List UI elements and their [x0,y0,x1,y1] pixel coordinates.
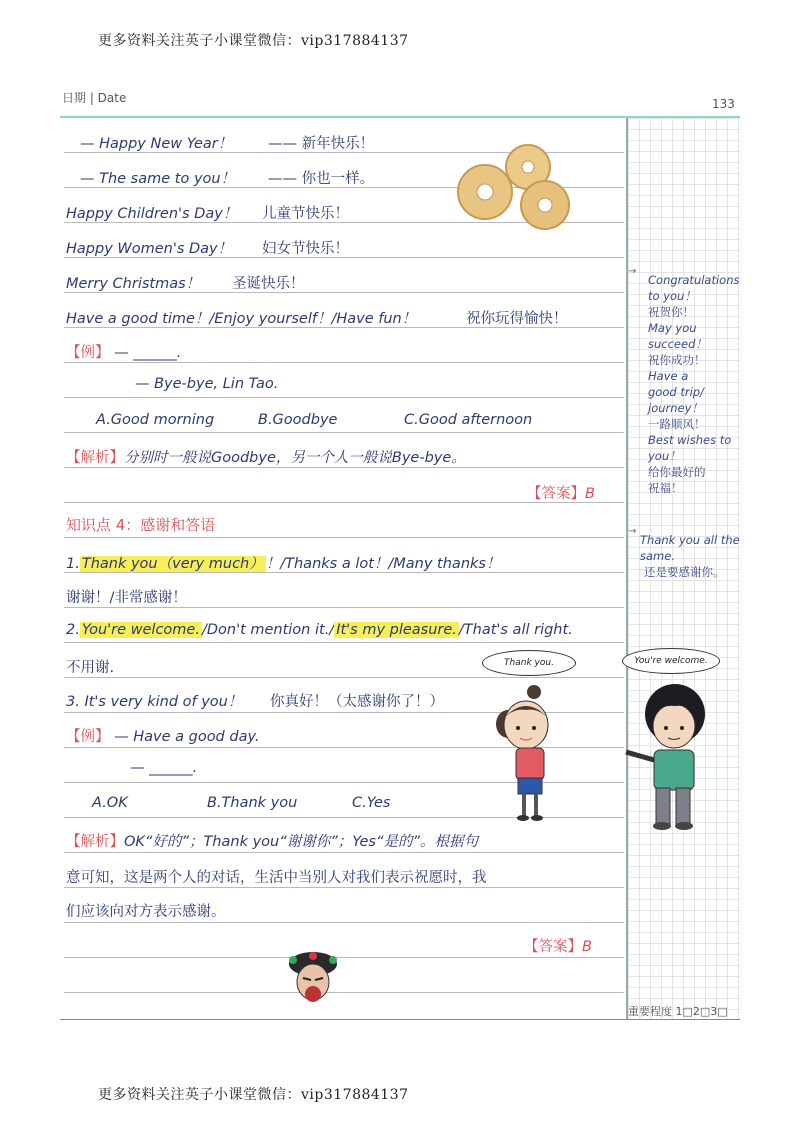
point-1-rest: ！/Thanks a lot！/Many thanks！ [265,556,501,572]
sidebar-note-1-line: succeed！ [648,337,707,351]
sidebar-note-1-line: 给你最好的 [648,465,706,479]
girl-speech-bubble: Thank you. [482,650,576,676]
greeting-5-cn: 圣诞快乐！ [232,276,305,292]
sidebar-note-1-line: 祝福！ [648,481,683,495]
sidebar-note-1-line: 祝贺你！ [648,305,694,319]
example2-q2: — ______. [130,760,198,776]
example2-answer-tag: 【答案】 [524,939,582,955]
point-1-highlight: Thank you（very much） [81,556,264,572]
greeting-6-cn: 祝你玩得愉快！ [466,311,568,327]
sidebar-note-1-line: Congratulations [648,273,740,287]
example1-analysis-line [66,446,466,467]
example2-tag: 【例】 [66,729,110,745]
sidebar-note-1-line: to you！ [648,289,696,303]
example1-block [66,341,181,362]
bottom-rule [60,1019,740,1020]
section-title: 知识点 4：感谢和答语 [66,516,216,534]
greeting-5-en: Merry Christmas！ [66,276,201,292]
greeting-3-en: Happy Children's Day！ [66,206,238,222]
point-1-num: 1. [66,556,80,572]
greeting-3-cn: 儿童节快乐！ [262,206,349,222]
sidebar-note-1-line: 一路顺风！ [648,417,706,431]
opera-mask-illustration [285,950,341,1010]
greeting-2-en: — The same to you！ [80,171,236,187]
point-2-en [66,622,573,638]
arrow-icon-1: → [628,266,637,277]
example1-q1: — ______. [114,345,182,361]
sidebar-note-2 [640,532,740,580]
example2-q1: — Have a good day. [114,729,260,745]
example1-answer-line [527,482,595,503]
sidebar-note-2-line: same. [640,549,675,563]
example2-option-c: C.Yes [352,795,391,811]
boy-speech-bubble: You're welcome. [622,648,720,674]
sidebar-note-1-line: Best wishes to [648,433,732,447]
point-2-cn: 不用谢. [66,660,115,676]
sidebar-note-1 [648,272,740,496]
example2-analysis-line-2: 意可知，这是两个人的对话，生活中当别人对我们表示祝愿时，我 [66,870,487,886]
sidebar-note-2-line: 还是要感谢你。 [644,565,725,579]
greeting-4-en: Happy Women's Day！ [66,241,233,257]
importance-rating: 重要程度 1□2□3□ [628,1005,728,1018]
example1-analysis-tag: 【解析】 [66,450,124,466]
example1-option-c: C.Good afternoon [404,412,533,428]
example2-option-a: A.OK [92,795,128,811]
greeting-4-cn: 妇女节快乐！ [262,241,349,257]
example2-block [66,725,260,746]
point-3-cn: 你真好！（太感谢你了！） [270,694,444,710]
point-2-rest: /That's all right. [458,622,573,638]
sidebar-note-2-line: Thank you all the [640,533,740,547]
example2-analysis-tag: 【解析】 [66,834,124,850]
sidebar-note-1-line: good trip/ [648,385,704,399]
example2-option-b: B.Thank you [207,795,298,811]
point-2-num: 2. [66,622,80,638]
greeting-2-cn: —— 你也一样。 [268,171,375,187]
point-2-mid: /Don't mention it./ [201,622,335,638]
example2-analysis-line-1 [66,830,478,851]
sidebar-note-1-line: journey！ [648,401,703,415]
example2-answer-line [524,935,592,956]
point-3-en: 3. It's very kind of you！ [66,694,243,710]
greeting-1-en: — Happy New Year！ [80,136,233,152]
greeting-1-cn: —— 新年快乐！ [268,136,375,152]
example1-analysis: 分别时一般说Goodbye，另一个人一般说Bye-bye。 [124,450,466,466]
page-number: 133 [712,97,735,111]
girl-illustration [478,680,578,830]
watermark-bottom: 更多资料关注英子小课堂微信：vip317884137 [98,1087,409,1103]
example2-analysis-1: OK“好的”；Thank you“谢谢你”；Yes“是的”。根据句 [124,834,479,850]
example1-answer-tag: 【答案】 [527,486,585,502]
point-1-cn: 谢谢！/非常感谢！ [66,590,187,606]
sidebar-note-1-line: you！ [648,449,681,463]
example1-option-a: A.Good morning [96,412,215,428]
watermark-top: 更多资料关注英子小课堂微信：vip317884137 [98,33,409,49]
sidebar-note-1-line: May you [648,321,697,335]
example2-analysis-line-3: 们应该向对方表示感谢。 [66,904,226,920]
date-label: 日期 | Date [62,91,127,105]
cookies-image [455,150,575,230]
example1-option-b: B.Goodbye [258,412,338,428]
point-1-en [66,552,500,573]
sidebar-note-1-line: 祝你成功！ [648,353,706,367]
example2-answer: B [582,939,592,955]
example1-answer: B [585,486,595,502]
example1-tag: 【例】 [66,345,110,361]
boy-illustration [620,678,725,833]
arrow-icon-2: → [628,526,637,537]
sidebar-note-1-line: Have a [648,369,689,383]
point-2-highlight-2: It's my pleasure. [336,622,457,638]
example1-q2: — Bye-bye, Lin Tao. [135,376,279,392]
point-2-highlight-1: You're welcome. [81,622,200,638]
greeting-6-en: Have a good time！/Enjoy yourself！/Have fun！ [66,311,417,327]
